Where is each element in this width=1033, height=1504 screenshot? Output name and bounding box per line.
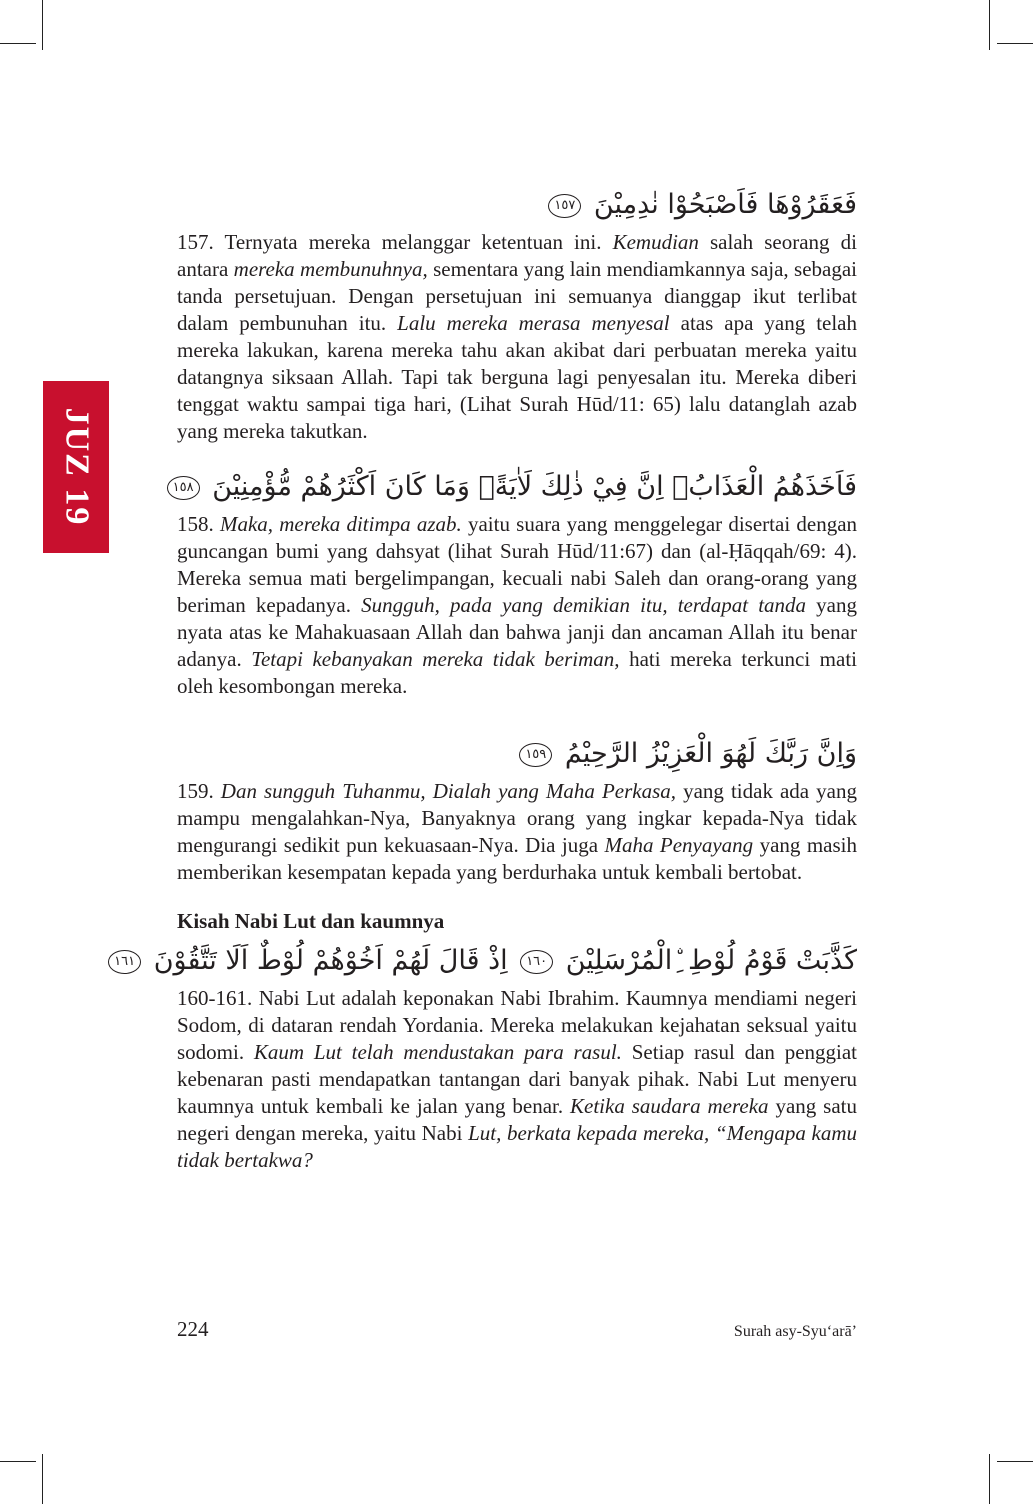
crop-mark — [42, 0, 43, 50]
text: atas apa yang telah mereka lakukan, karena mereka tahu akan akibat dari perbuatan mereka yaitu datangnya siksaan Allah. Tapi tak berguna lagi penyesalan itu. Mereka diberi tenggat waktu sampai tiga hari, (Lihat Surah Hūd/11: 65) lalu datanglah azab yang mereka takutkan. — [177, 311, 857, 443]
commentary-159 — [177, 778, 857, 886]
text: salah seorang di antara — [177, 230, 857, 281]
text: 159. — [177, 779, 221, 803]
arabic-text: فَاَخَذَهُمُ الْعَذَابُۗ اِنَّ فِيْ ذٰلِكَ لَاٰيَةًۗ وَمَا كَانَ اَكْثَرُهُمْ مُّؤْمِنِيْنَ — [212, 471, 857, 502]
text: 158. — [177, 512, 220, 536]
arabic-verse-158 — [172, 467, 857, 507]
commentary-160-161 — [177, 985, 857, 1174]
juz-tab — [43, 381, 109, 553]
arabic-verse-159 — [177, 734, 857, 774]
arabic-verse-157 — [177, 185, 857, 225]
crop-mark — [997, 43, 1033, 44]
ayah-number-marker: ١٦١ — [108, 950, 141, 974]
arabic-text: وَاِنَّ رَبَّكَ لَهُوَ الْعَزِيْزُ الرَّحِيْمُ — [564, 738, 857, 769]
crop-mark — [989, 1454, 990, 1504]
italic-text: mereka membunuhnya, — [233, 257, 428, 281]
text: sementara yang lain mendiamkannya saja, sebagai tanda persetujuan. Dengan persetujuan ini semuanya dianggap ikut terlibat dalam pembunuhan itu. — [177, 257, 857, 335]
arabic-text: اِذْ قَالَ لَهُمْ اَخُوْهُمْ لُوْطٌ اَلَا تَتَّقُوْنَ — [153, 945, 508, 976]
ayah-number-marker: ١٦٠ — [520, 950, 553, 974]
italic-text: Maka, mereka ditimpa azab. — [219, 512, 462, 536]
italic-text: Dan sungguh Tuhanmu, Dialah yang Maha Perkasa, — [220, 779, 677, 803]
text: yang satu negeri dengan mereka, yaitu Nabi — [177, 1094, 858, 1145]
text: 157. Ternyata mereka melanggar ketentuan ini. — [177, 230, 613, 254]
italic-text: Maha Penyayang — [604, 833, 754, 857]
ayah-number-marker: ١٥٧ — [548, 194, 581, 218]
text: Setiap rasul dan penggiat kebenaran pasti mendapatkan tantangan dari banyak pihak. Nabi Lut menyeru kaumnya untuk kembali ke jalan yang benar. — [177, 1040, 858, 1118]
italic-text: Kemudian — [612, 230, 699, 254]
ayah-number-marker: ١٥٨ — [167, 476, 200, 500]
crop-mark — [42, 1454, 43, 1504]
juz-label: JUZ 19 — [58, 407, 96, 527]
page-number: 224 — [177, 1317, 209, 1341]
arabic-text: فَعَقَرُوْهَا فَاَصْبَحُوْا نٰدِمِيْنَ — [593, 189, 857, 220]
arabic-verse-160-161 — [114, 941, 857, 981]
italic-text: Kaum Lut telah mendustakan para rasul. — [253, 1040, 622, 1064]
commentary-157 — [177, 229, 857, 445]
italic-text: Tetapi kebanyakan mereka tidak beriman, — [251, 647, 620, 671]
commentary-158 — [177, 511, 857, 700]
running-head: Surah asy-Syu‘arā’ — [733, 1323, 857, 1340]
page-content — [114, 185, 858, 1174]
arabic-text: كَذَّبَتْ قَوْمُ لُوْطِ ِۨالْمُرْسَلِيْنَ — [565, 945, 857, 976]
text: 160-161. Nabi Lut adalah keponakan Nabi Ibrahim. Kaumnya mendiami negeri Sodom, di dataran rendah Yordania. Mereka melakukan kejahatan seksual yaitu sodomi. — [177, 986, 857, 1064]
text: yang tidak ada yang mampu mengalahkan-Nya, Banyaknya orang yang ingkar kepada-Nya tidak mengurangi sedikit pun kekuasaan-Nya. Dia juga — [177, 779, 857, 857]
crop-mark — [989, 0, 990, 50]
italic-text: Lalu mereka merasa menyesal — [397, 311, 670, 335]
text: yang masih memberikan kesempatan kepada yang berdurhaka untuk kembali bertobat. — [177, 833, 857, 884]
ayah-number-marker: ١٥٩ — [519, 743, 552, 767]
crop-mark — [0, 1461, 36, 1462]
crop-mark — [0, 43, 36, 44]
text: yang nyata atas ke Mahakuasaan Allah dan bahwa janji dan ancaman Allah itu benar adanya. — [177, 593, 857, 671]
italic-text: Ketika saudara mereka — [570, 1094, 769, 1118]
italic-text: Lut, berkata kepada mereka, “Mengapa kamu tidak bertakwa? — [177, 1121, 857, 1172]
section-heading: Kisah Nabi Lut dan kaumnya — [177, 909, 445, 933]
italic-text: Sungguh, pada yang demikian itu, terdapat tanda — [361, 593, 807, 617]
text: hati mereka terkunci mati oleh kesombongan mereka. — [177, 647, 858, 698]
crop-mark — [997, 1461, 1033, 1462]
text: yaitu suara yang menggelegar disertai dengan guncangan bumi yang dahsyat (lihat Surah Hūd/11:67) dan (al-Ḥāqqah/69: 4). Mereka semua mati bergelimpangan, kecuali nabi Saleh dan orang-orang yang beriman kepadanya. — [177, 512, 858, 617]
